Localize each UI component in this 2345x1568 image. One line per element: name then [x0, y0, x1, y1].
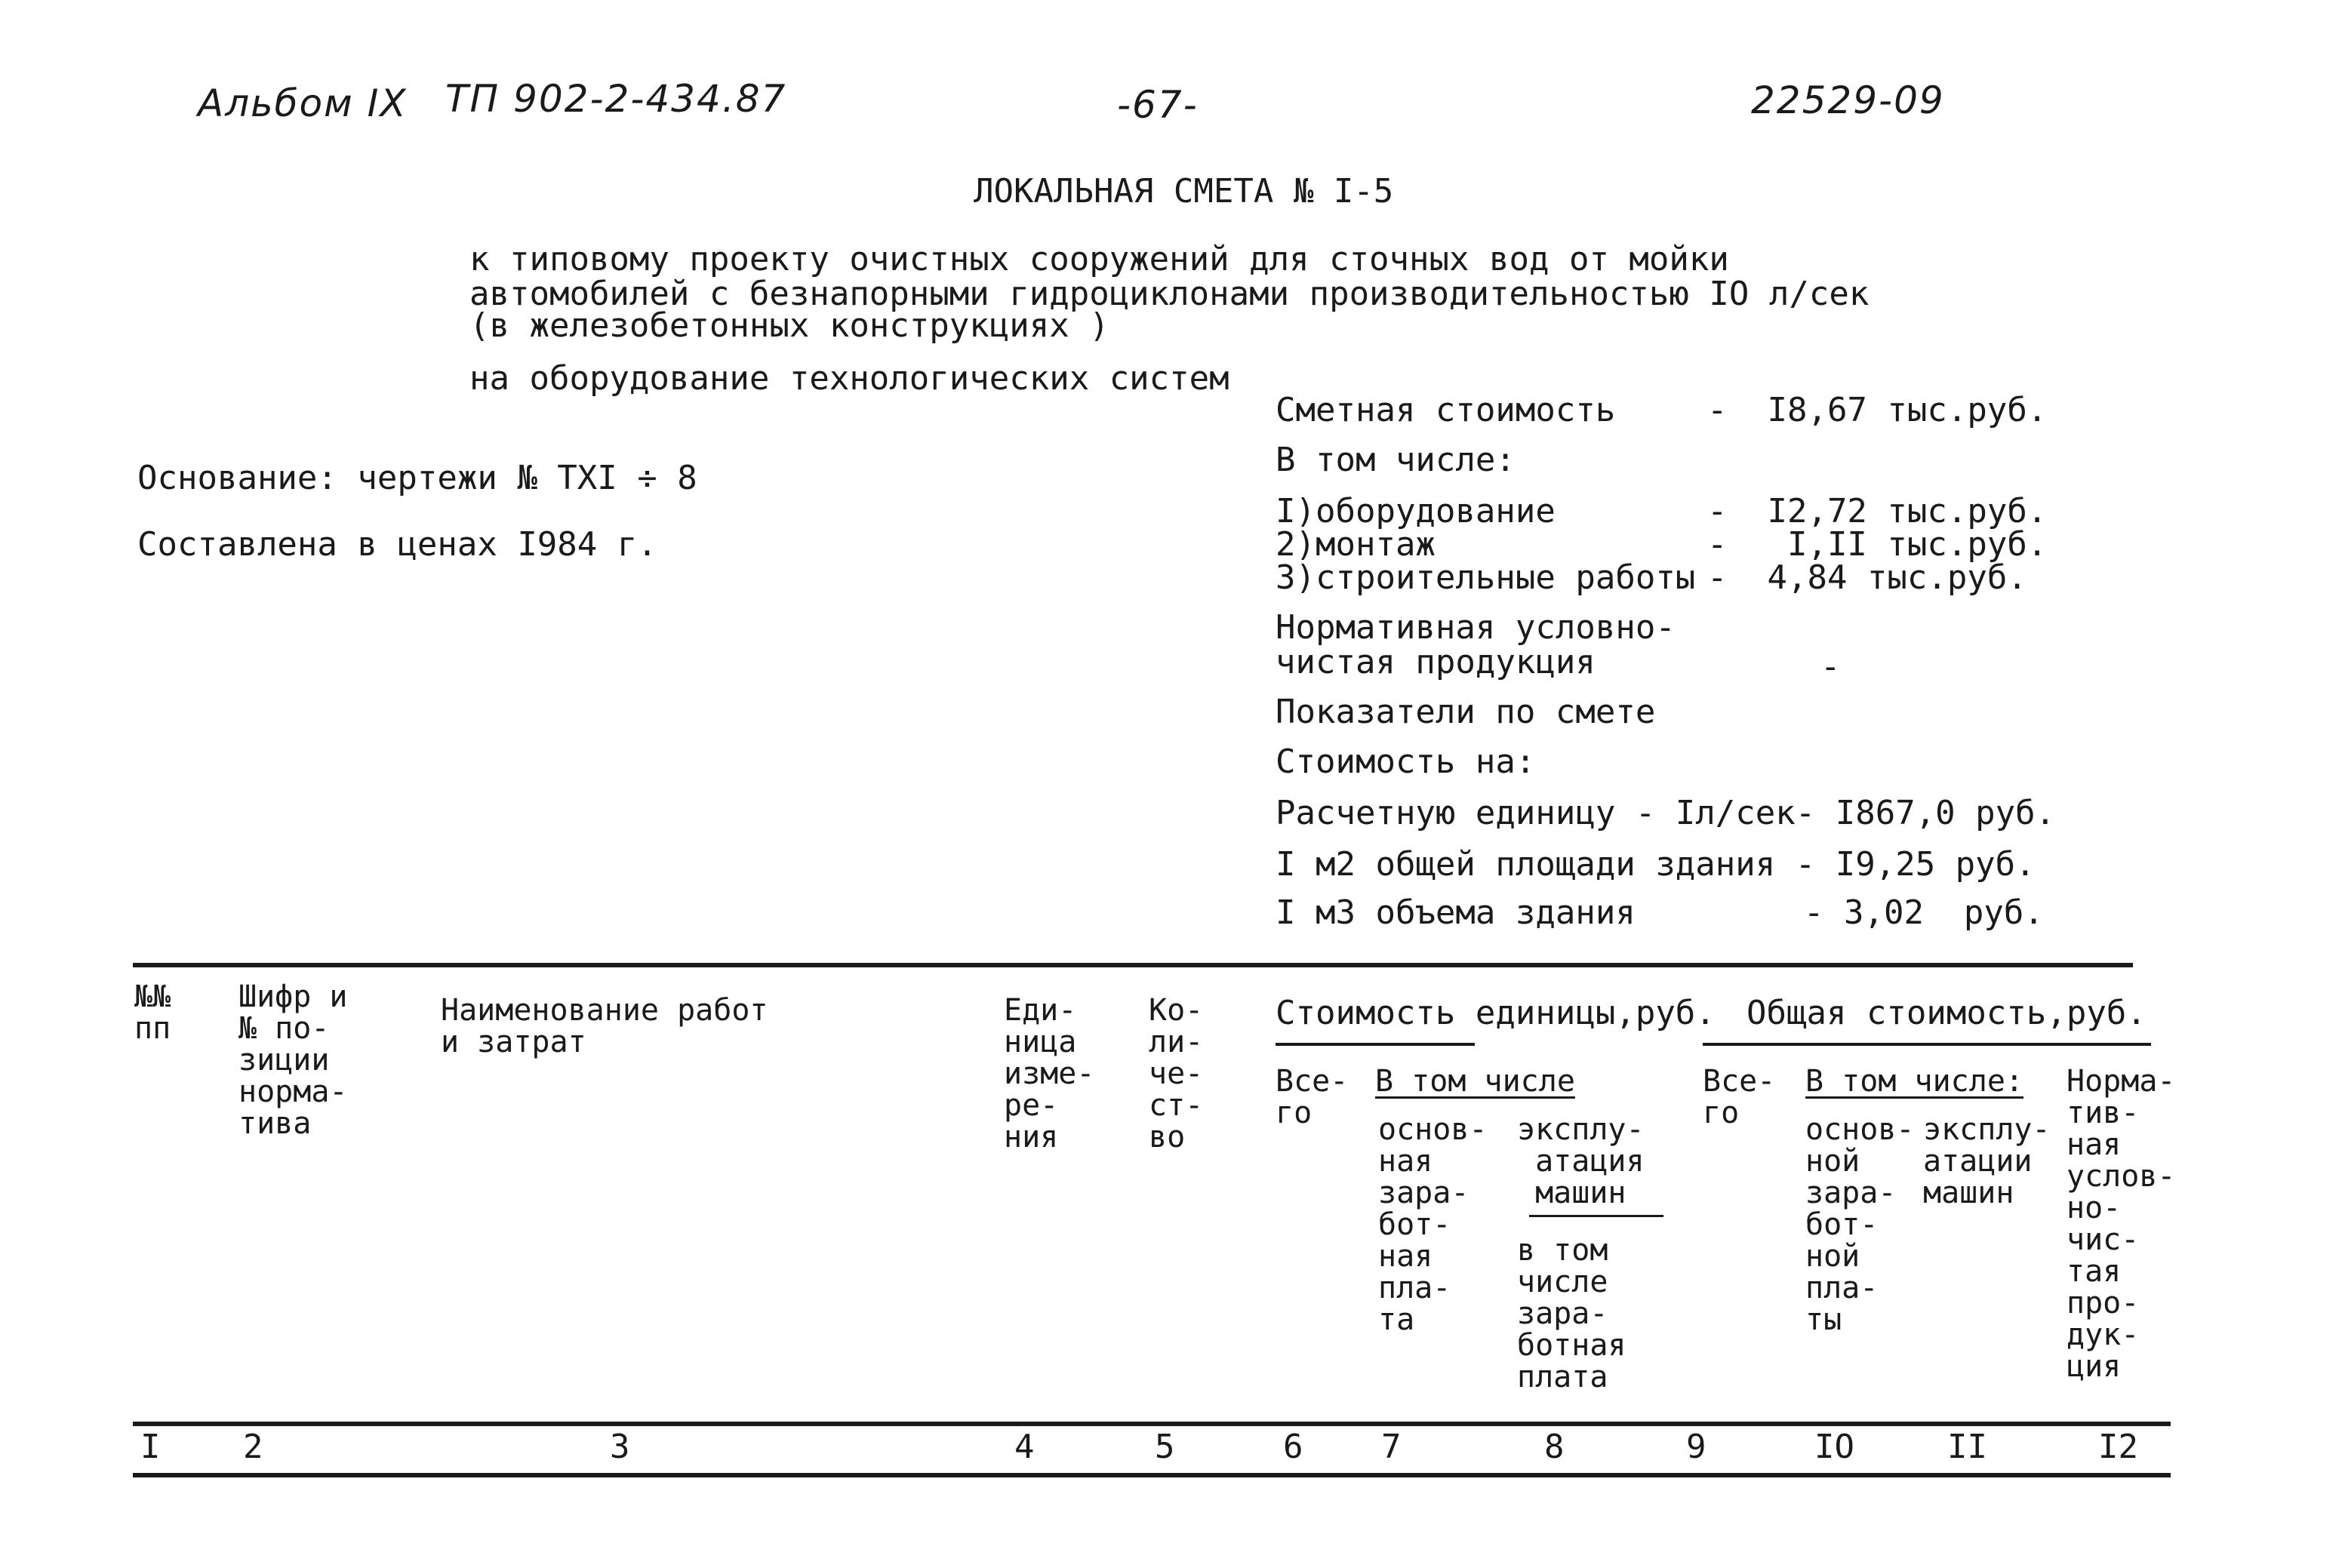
- volume-cost-value: - 3,02 руб.: [1804, 893, 2044, 932]
- total-cost-group-rule: [1703, 1043, 2151, 1046]
- col-header-total-cost-group: Общая стоимость,руб.: [1746, 994, 2147, 1032]
- cost-item-equipment-value: - I2,72 тыс.руб.: [1707, 492, 2048, 530]
- col-header-unit-machine-salary: в том числе зара- ботная плата: [1517, 1233, 1626, 1394]
- album-label: Альбом IX: [198, 81, 408, 125]
- cost-item-construction-value: - 4,84 тыс.руб.: [1707, 558, 2027, 597]
- cost-item-construction: 3)строительные работы: [1276, 558, 1696, 597]
- scope-line: на оборудование технологических систем: [469, 359, 1229, 398]
- including-label: В том числе:: [1276, 441, 1516, 479]
- cost-item-installation: 2)монтаж: [1276, 525, 1436, 564]
- subtitle-line-1: к типовому проекту очистных сооружений для сточных вод от мойки: [469, 240, 1729, 278]
- col-header-overall-base-salary: основ- ной зара- бот- ной пла- ты: [1805, 1112, 1915, 1337]
- col-header-overall-including: В том числе:: [1805, 1064, 2023, 1099]
- col-number: IO: [1814, 1428, 1854, 1466]
- col-number: 8: [1544, 1428, 1565, 1466]
- cost-item-equipment: I)оборудование: [1276, 492, 1556, 530]
- unit-cost-line: Расчетную единицу - Iл/сек- I867,0 руб.: [1276, 794, 2056, 832]
- col-header-name: Наименование работ и затрат: [441, 993, 768, 1059]
- col-header-overall-machine-operation: эксплу- атации машин: [1923, 1112, 2051, 1210]
- normative-label-1: Нормативная условно-: [1276, 608, 1676, 647]
- col-number: 2: [243, 1428, 263, 1466]
- estimated-cost-value: - I8,67 тыс.руб.: [1707, 391, 2048, 429]
- basis-line: Основание: чертежи № ТХI ÷ 8: [137, 459, 697, 497]
- machine-operation-underline: [1529, 1215, 1663, 1217]
- col-number: 6: [1283, 1428, 1303, 1466]
- col-number: I2: [2098, 1428, 2138, 1466]
- page-number: -67-: [1117, 83, 1199, 127]
- col-number: 7: [1381, 1428, 1402, 1466]
- col-header-row-number: №№ пп: [134, 979, 171, 1046]
- col-number: II: [1947, 1428, 1987, 1466]
- cost-item-installation-value: - I,II тыс.руб.: [1707, 525, 2048, 564]
- table-top-rule: [133, 963, 2133, 967]
- col-header-quantity: Ко- ли- че- ст- во: [1149, 993, 1204, 1154]
- document-code: 22529-09: [1751, 78, 1945, 122]
- col-header-unit-cost-group: Стоимость единицы,руб.: [1276, 994, 1716, 1032]
- indicators-label: Показатели по смете: [1276, 693, 1656, 731]
- prices-line: Составлена в ценах I984 г.: [137, 525, 657, 564]
- col-header-code: Шифр и № по- зиции норма- тива: [239, 979, 348, 1141]
- normative-label-2: чистая продукция: [1276, 643, 1596, 681]
- col-number: 4: [1014, 1428, 1035, 1466]
- col-header-unit-including: В том числе: [1375, 1064, 1575, 1099]
- col-number: 3: [610, 1428, 630, 1466]
- project-number: ТП 902-2-434.87: [445, 77, 787, 121]
- area-cost-line: I м2 общей площади здания - I9,25 руб.: [1276, 845, 2036, 884]
- col-number: 9: [1686, 1428, 1706, 1466]
- col-header-normative-product: Норма- тив- ная услов- но- чис- тая про- дук- ция: [2066, 1064, 2176, 1384]
- subtitle-line-2: автомобилей с безнапорными гидроциклонами производительностью IO л/сек: [469, 275, 1870, 313]
- volume-cost-label: I м3 объема здания: [1276, 893, 1636, 932]
- col-number: 5: [1155, 1428, 1175, 1466]
- col-header-unit-machine-operation: эксплу- атация машин: [1517, 1112, 1645, 1210]
- estimated-cost-label: Сметная стоимость: [1276, 391, 1616, 429]
- col-header-unit-total: Все- го: [1276, 1064, 1349, 1130]
- unit-cost-group-rule: [1276, 1043, 1475, 1046]
- cost-on-label: Стоимость на:: [1276, 742, 1536, 781]
- table-header-bottom-rule: [133, 1422, 2171, 1426]
- col-header-unit: Еди- ница изме- ре- ния: [1004, 993, 1095, 1154]
- document-title: ЛОКАЛЬНАЯ СМЕТА № I-5: [974, 172, 1394, 211]
- col-header-overall-total: Все- го: [1703, 1064, 1776, 1130]
- col-number: I: [140, 1428, 161, 1466]
- col-header-unit-base-salary: основ- ная зара- бот- ная пла- та: [1378, 1112, 1488, 1337]
- table-numbers-bottom-rule: [133, 1473, 2171, 1477]
- subtitle-line-3: (в железобетонных конструкциях ): [469, 306, 1109, 345]
- normative-value: -: [1820, 647, 1841, 686]
